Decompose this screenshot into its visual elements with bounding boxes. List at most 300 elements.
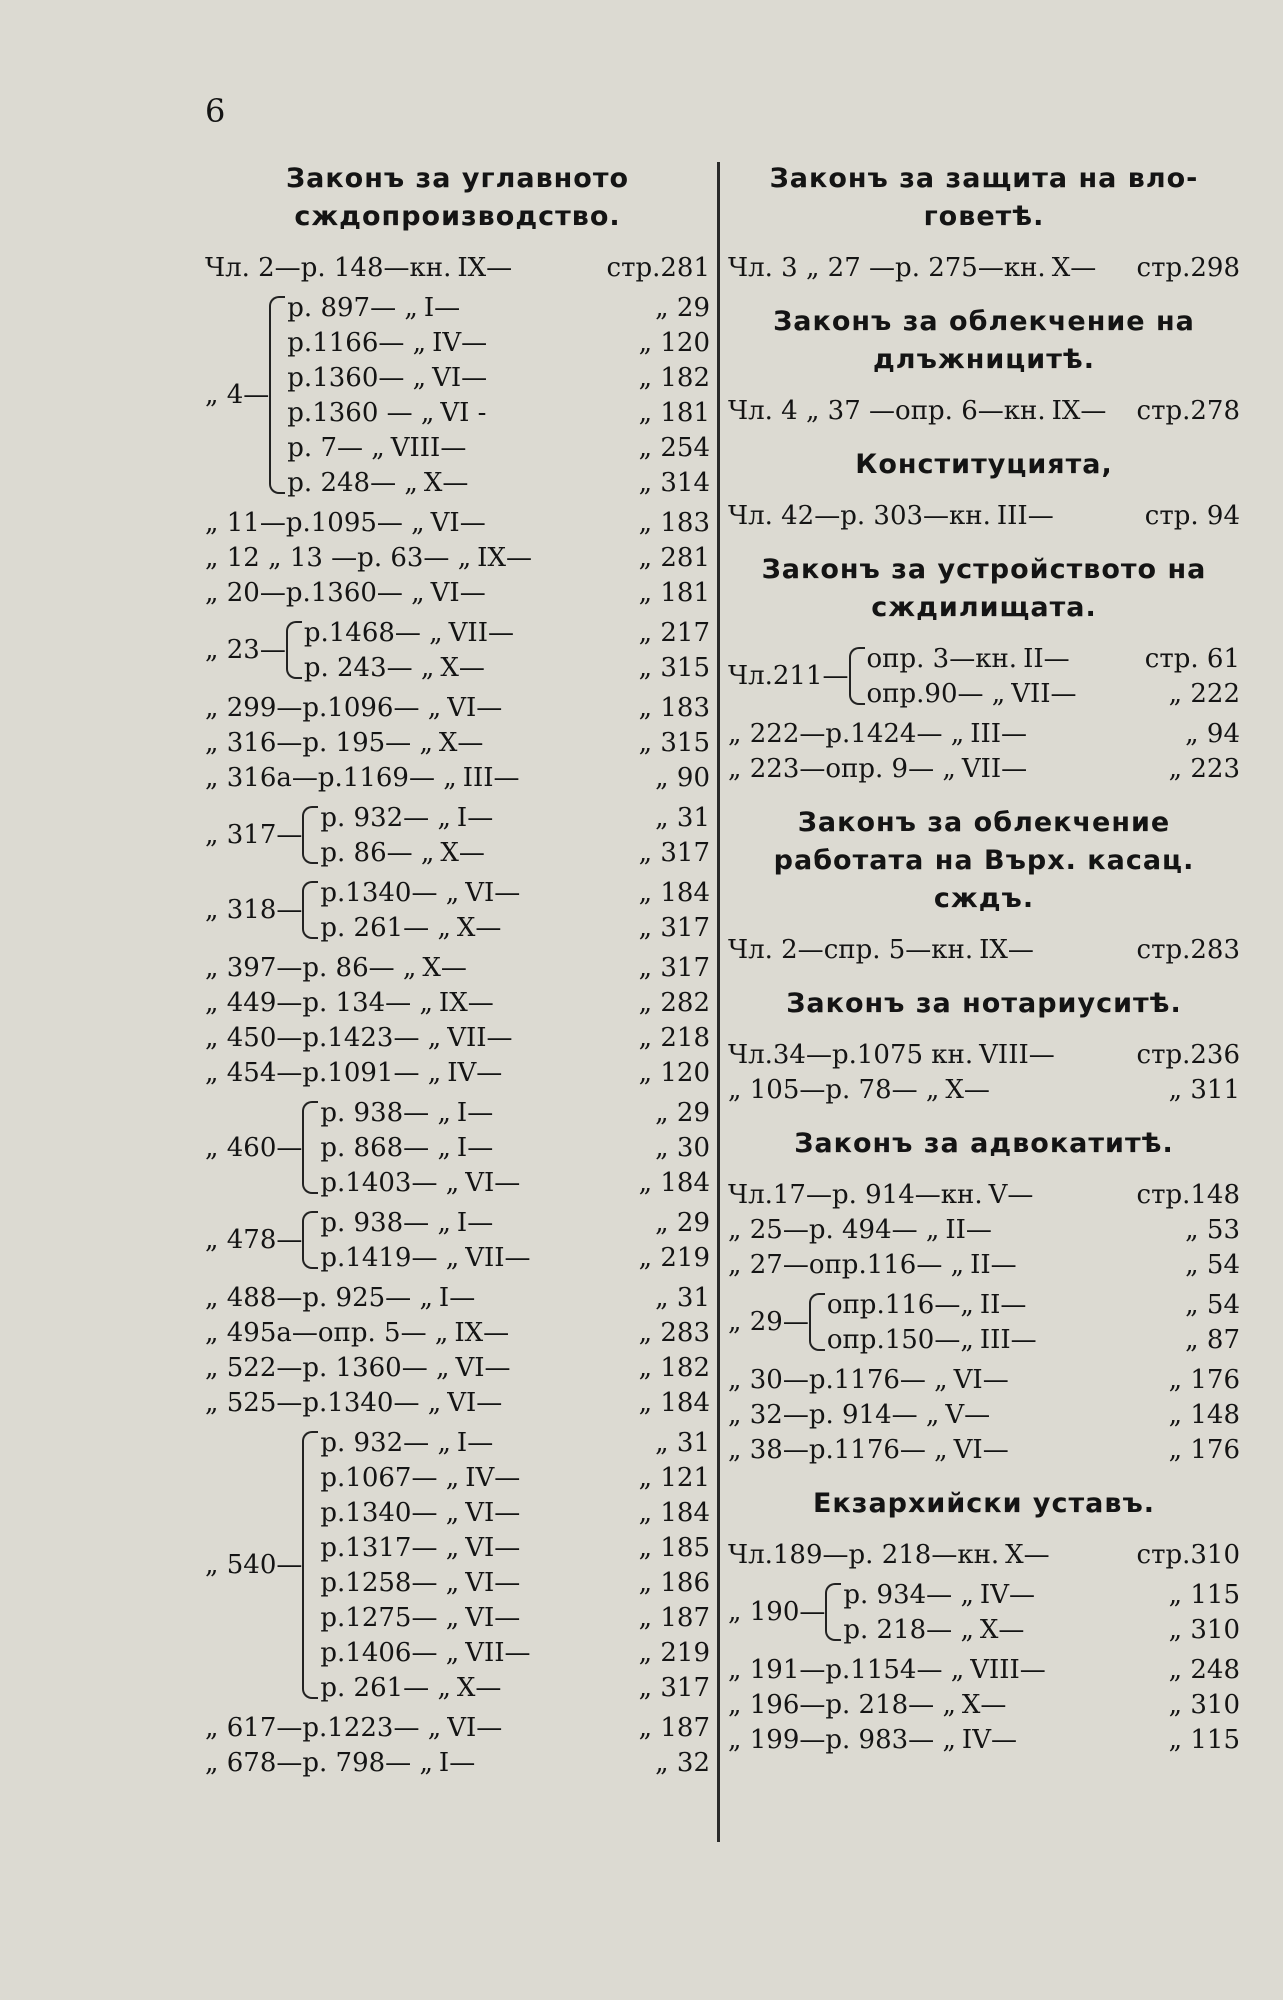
decision-ref: опр.150—„ bbox=[826, 1324, 974, 1355]
decision-ref: р. 868— „ bbox=[320, 1132, 451, 1163]
reference-row bbox=[320, 1635, 710, 1670]
page-ref: „ 183 bbox=[638, 692, 710, 723]
volume-ref: V— bbox=[988, 1179, 1034, 1210]
page-ref: „ 120 bbox=[638, 327, 710, 358]
page-ref: „ 29 bbox=[655, 1207, 710, 1238]
page-ref: „ 148 bbox=[1168, 1399, 1240, 1430]
decision-ref: р.1258— „ bbox=[320, 1567, 460, 1598]
decision-ref: р.1154— „ bbox=[825, 1654, 965, 1685]
page-ref: стр.310 bbox=[1136, 1539, 1240, 1570]
reference-row bbox=[867, 641, 1240, 676]
reference-row bbox=[304, 650, 710, 685]
volume-ref: X— bbox=[456, 1672, 502, 1703]
volume-ref: VI— bbox=[465, 877, 521, 908]
page-ref: „ 187 bbox=[638, 1712, 710, 1743]
volume-ref: IX— bbox=[477, 542, 532, 573]
volume-ref: III— bbox=[970, 718, 1027, 749]
article-number: „ 460— bbox=[205, 1132, 303, 1163]
reference-row bbox=[809, 1247, 1240, 1282]
page-ref: „ 315 bbox=[638, 652, 710, 683]
article-number: „ 525— bbox=[205, 1387, 303, 1418]
reference-row bbox=[827, 1287, 1240, 1322]
volume-ref: V— bbox=[945, 1399, 991, 1430]
decision-ref: опр. 3—кн. bbox=[866, 643, 1018, 674]
reference-row bbox=[895, 393, 1240, 428]
article-number: „ 196— bbox=[728, 1689, 826, 1720]
reference-row bbox=[320, 1130, 710, 1165]
index-entry bbox=[205, 875, 710, 945]
volume-ref: IX— bbox=[979, 934, 1034, 965]
volume-ref: IV— bbox=[432, 327, 488, 358]
article-number: Чл.34— bbox=[728, 1039, 832, 1070]
volume-ref: I— bbox=[456, 802, 494, 833]
index-entry bbox=[205, 1745, 710, 1780]
volume-ref: X— bbox=[440, 652, 485, 683]
index-entry bbox=[205, 575, 710, 610]
brace-mark bbox=[302, 881, 318, 939]
page-ref: „ 30 bbox=[655, 1132, 710, 1163]
index-entry bbox=[205, 690, 710, 725]
volume-ref: IV— bbox=[465, 1462, 521, 1493]
decision-ref: опр.116— „ bbox=[808, 1249, 965, 1280]
page-ref: „ 310 bbox=[1168, 1614, 1240, 1645]
reference-list bbox=[318, 1315, 710, 1350]
volume-ref: VI— bbox=[430, 507, 486, 538]
reference-row bbox=[287, 360, 710, 395]
index-entry bbox=[728, 751, 1240, 786]
law-section bbox=[728, 985, 1240, 1107]
volume-ref: II— bbox=[970, 1249, 1017, 1280]
volume-ref: X— bbox=[423, 467, 469, 498]
index-entry bbox=[205, 1710, 710, 1745]
reference-row bbox=[867, 676, 1240, 711]
reference-list bbox=[302, 1745, 710, 1780]
volume-ref: III— bbox=[996, 500, 1054, 531]
reference-list bbox=[843, 1577, 1240, 1647]
law-section bbox=[728, 1485, 1240, 1757]
decision-ref: опр. 9— „ bbox=[825, 753, 956, 784]
decision-ref: р. 1360— „ bbox=[302, 1352, 450, 1383]
section-heading: Законъ за нотариуситѣ. bbox=[786, 988, 1182, 1019]
reference-row bbox=[320, 1600, 710, 1635]
page-ref: „ 248 bbox=[1168, 1654, 1240, 1685]
page-ref: „ 219 bbox=[638, 1242, 710, 1273]
decision-ref: р. 932— „ bbox=[320, 802, 451, 833]
reference-row bbox=[286, 505, 710, 540]
decision-ref: р.1424— „ bbox=[825, 718, 965, 749]
page-ref: „ 29 bbox=[655, 1097, 710, 1128]
reference-list bbox=[320, 1205, 710, 1275]
volume-ref: VI— bbox=[953, 1364, 1009, 1395]
reference-list bbox=[824, 932, 1240, 967]
page-ref: „ 283 bbox=[638, 1317, 710, 1348]
entries-list bbox=[728, 393, 1240, 428]
page-number: 6 bbox=[205, 92, 226, 130]
reference-row bbox=[824, 932, 1240, 967]
law-section bbox=[728, 1125, 1240, 1467]
reference-row bbox=[825, 751, 1240, 786]
reference-row bbox=[895, 250, 1240, 285]
law-section bbox=[728, 551, 1240, 786]
reference-list bbox=[825, 1072, 1240, 1107]
article-number: „ 299— bbox=[205, 692, 303, 723]
volume-ref: VI— bbox=[447, 1712, 503, 1743]
decision-ref: р. 275—кн. bbox=[895, 252, 1046, 283]
volume-ref: VII— bbox=[447, 1022, 513, 1053]
article-number: „ 454— bbox=[205, 1057, 303, 1088]
brace-mark bbox=[269, 296, 285, 494]
brace-mark bbox=[302, 1101, 318, 1194]
article-number: „ 540— bbox=[205, 1550, 303, 1580]
entries-list bbox=[728, 932, 1240, 967]
reference-row bbox=[302, 1745, 710, 1780]
reference-list bbox=[302, 690, 710, 725]
article-number: „ 4— bbox=[205, 380, 270, 410]
page-ref: „ 176 bbox=[1168, 1434, 1240, 1465]
reference-list bbox=[287, 290, 710, 500]
volume-ref: IX— bbox=[1051, 395, 1107, 426]
index-entry bbox=[728, 1577, 1240, 1647]
brace-mark bbox=[825, 1583, 841, 1641]
page-ref: „ 311 bbox=[1168, 1074, 1240, 1105]
article-number: „ 12 „ 13 — bbox=[205, 542, 358, 573]
reference-list bbox=[302, 1385, 710, 1420]
brace-mark bbox=[849, 647, 865, 705]
decision-ref: р. 983— „ bbox=[825, 1724, 956, 1755]
law-section bbox=[728, 160, 1240, 285]
page-ref: стр. 94 bbox=[1144, 500, 1240, 531]
page-ref: „ 115 bbox=[1168, 1579, 1240, 1610]
reference-list bbox=[320, 1095, 710, 1200]
volume-ref: VI— bbox=[465, 1167, 521, 1198]
page-ref: „ 222 bbox=[1168, 678, 1240, 709]
decision-ref: р. 494— „ bbox=[808, 1214, 940, 1245]
decision-ref: р. 303—кн. bbox=[840, 500, 991, 531]
reference-row bbox=[302, 1280, 710, 1315]
page-ref: „ 314 bbox=[638, 467, 710, 498]
page-ref: „ 185 bbox=[638, 1532, 710, 1563]
reference-list bbox=[302, 1020, 710, 1055]
reference-list bbox=[867, 641, 1240, 711]
entries-list bbox=[205, 250, 710, 1780]
decision-ref: р.1176— „ bbox=[808, 1364, 948, 1395]
volume-ref: VI— bbox=[447, 1387, 503, 1418]
volume-ref: IX— bbox=[457, 252, 513, 283]
section-heading: Екзархийски уставъ. bbox=[812, 1488, 1155, 1519]
article-number: „ 27— bbox=[728, 1249, 809, 1280]
brace-mark bbox=[302, 1431, 318, 1699]
volume-ref: I— bbox=[438, 1747, 476, 1778]
decision-ref: р.1340— „ bbox=[320, 1497, 460, 1528]
index-entry bbox=[728, 1287, 1240, 1357]
volume-ref: X— bbox=[961, 1689, 1007, 1720]
decision-ref: р.1166— „ bbox=[287, 327, 427, 358]
volume-ref: VI— bbox=[447, 692, 503, 723]
page-ref: „ 53 bbox=[1185, 1214, 1240, 1245]
decision-ref: р.1360— „ bbox=[287, 362, 427, 393]
index-entry bbox=[205, 1020, 710, 1055]
volume-ref: VII— bbox=[448, 617, 514, 648]
volume-ref: IV— bbox=[447, 1057, 503, 1088]
decision-ref: р.1096— „ bbox=[302, 692, 442, 723]
reference-row bbox=[302, 725, 710, 760]
article-number: „ 105— bbox=[728, 1074, 826, 1105]
index-entry bbox=[205, 1055, 710, 1090]
reference-list bbox=[302, 1280, 710, 1315]
law-section bbox=[728, 303, 1240, 428]
law-section bbox=[728, 804, 1240, 967]
volume-ref: II— bbox=[1023, 643, 1070, 674]
index-entry bbox=[728, 1687, 1240, 1722]
article-number: Чл. 3 „ 27 — bbox=[728, 252, 896, 283]
page-ref: „ 94 bbox=[1185, 718, 1240, 749]
reference-row bbox=[320, 1205, 710, 1240]
volume-ref: VI - bbox=[440, 397, 487, 428]
reference-list bbox=[304, 615, 710, 685]
reference-list bbox=[827, 1287, 1240, 1357]
page-ref: „ 184 bbox=[638, 877, 710, 908]
decision-ref: р. 248— „ bbox=[287, 467, 418, 498]
brace-mark bbox=[302, 806, 318, 864]
decision-ref: р. 134— „ bbox=[302, 987, 433, 1018]
reference-list bbox=[825, 716, 1240, 751]
index-entry bbox=[728, 716, 1240, 751]
reference-list bbox=[832, 1037, 1240, 1072]
reference-row bbox=[825, 1072, 1240, 1107]
page-ref: „ 181 bbox=[638, 397, 710, 428]
reference-row bbox=[827, 1322, 1240, 1357]
reference-list bbox=[302, 1350, 710, 1385]
index-entry bbox=[728, 1432, 1240, 1467]
index-entry bbox=[728, 1072, 1240, 1107]
index-entry bbox=[205, 250, 710, 285]
index-entry bbox=[205, 725, 710, 760]
article-number: „ 678— bbox=[205, 1747, 303, 1778]
decision-ref: опр. 5— „ bbox=[317, 1317, 449, 1348]
page-ref: „ 54 bbox=[1185, 1289, 1240, 1320]
decision-ref: р. 195— „ bbox=[302, 727, 433, 758]
article-number: „ 495а— bbox=[205, 1317, 318, 1348]
page-ref: „ 186 bbox=[638, 1567, 710, 1598]
index-entry bbox=[728, 393, 1240, 428]
page-ref: стр.278 bbox=[1136, 395, 1240, 426]
page-ref: „ 315 bbox=[638, 727, 710, 758]
reference-list bbox=[302, 985, 710, 1020]
index-entry bbox=[205, 1205, 710, 1275]
volume-ref: VI— bbox=[465, 1532, 521, 1563]
volume-ref: X— bbox=[422, 952, 467, 983]
reference-row bbox=[287, 430, 710, 465]
index-entry bbox=[728, 1722, 1240, 1757]
decision-ref: р. 148—кн. bbox=[300, 252, 452, 283]
page-ref: „ 219 bbox=[638, 1637, 710, 1668]
volume-ref: X— bbox=[440, 837, 485, 868]
reference-list bbox=[809, 1397, 1240, 1432]
index-entry bbox=[728, 1037, 1240, 1072]
decision-ref: р. 218— „ bbox=[843, 1614, 974, 1645]
reference-list bbox=[809, 1362, 1240, 1397]
volume-ref: I— bbox=[456, 1207, 494, 1238]
index-entry bbox=[205, 1385, 710, 1420]
volume-ref: I— bbox=[423, 292, 461, 323]
volume-ref: VII— bbox=[465, 1637, 531, 1668]
reference-list bbox=[320, 800, 710, 870]
page-ref: стр.236 bbox=[1136, 1039, 1240, 1070]
article-number: „ 488— bbox=[205, 1282, 303, 1313]
reference-list bbox=[318, 760, 710, 795]
page-ref: „ 90 bbox=[655, 762, 710, 793]
volume-ref: IX— bbox=[454, 1317, 510, 1348]
article-number: „ 191— bbox=[728, 1654, 826, 1685]
section-heading: Законъ за устройството на сждилищата. bbox=[761, 554, 1207, 623]
article-number: „ 11— bbox=[205, 507, 286, 538]
decision-ref: р. 243— „ bbox=[303, 652, 435, 683]
page-ref: „ 317 bbox=[638, 837, 710, 868]
reference-list bbox=[825, 1687, 1240, 1722]
page-ref: „ 223 bbox=[1168, 753, 1240, 784]
reference-row bbox=[825, 1722, 1240, 1757]
reference-list bbox=[302, 1055, 710, 1090]
reference-list bbox=[825, 1722, 1240, 1757]
article-number: Чл.189— bbox=[728, 1539, 849, 1570]
volume-ref: IV— bbox=[979, 1579, 1035, 1610]
reference-row bbox=[302, 1385, 710, 1420]
column-divider bbox=[717, 162, 720, 1842]
reference-row bbox=[287, 395, 710, 430]
page-ref: „ 184 bbox=[638, 1497, 710, 1528]
decision-ref: р.1067— „ bbox=[320, 1462, 460, 1493]
reference-row bbox=[320, 1425, 710, 1460]
volume-ref: X— bbox=[438, 727, 484, 758]
article-number: „ 190— bbox=[728, 1597, 826, 1627]
page-ref: „ 317 bbox=[638, 912, 710, 943]
volume-ref: X— bbox=[1051, 252, 1097, 283]
page-ref: „ 310 bbox=[1168, 1689, 1240, 1720]
section-heading: Законъ за облекчение работата на Върх. касац. сждъ. bbox=[773, 807, 1195, 914]
page-ref: „ 182 bbox=[638, 1352, 710, 1383]
index-entry bbox=[205, 540, 710, 575]
index-entry bbox=[205, 760, 710, 795]
page-ref: „ 218 bbox=[638, 1022, 710, 1053]
decision-ref: опр.90— „ bbox=[866, 678, 1006, 709]
reference-list bbox=[320, 875, 710, 945]
section-heading: Конституцията, bbox=[855, 449, 1113, 480]
reference-row bbox=[832, 1037, 1240, 1072]
article-number: „ 29— bbox=[728, 1307, 809, 1337]
reference-row bbox=[287, 325, 710, 360]
volume-ref: III— bbox=[979, 1324, 1037, 1355]
volume-ref: X— bbox=[979, 1614, 1025, 1645]
decision-ref: р. 938— „ bbox=[320, 1097, 451, 1128]
decision-ref: р. 261— „ bbox=[320, 1672, 451, 1703]
decision-ref: р.1275— „ bbox=[320, 1602, 460, 1633]
reference-row bbox=[832, 1177, 1240, 1212]
volume-ref: VI— bbox=[455, 1352, 511, 1383]
article-number: Чл.211— bbox=[728, 661, 849, 691]
section-heading: Законъ за защита на вло- говетѣ. bbox=[769, 163, 1199, 232]
page-ref: „ 184 bbox=[638, 1167, 710, 1198]
reference-row bbox=[840, 498, 1240, 533]
volume-ref: VI— bbox=[465, 1602, 521, 1633]
decision-ref: р. 7— „ bbox=[287, 432, 385, 463]
decision-ref: р. 798— „ bbox=[302, 1747, 433, 1778]
decision-ref: р. 938— „ bbox=[320, 1207, 451, 1238]
volume-ref: III— bbox=[462, 762, 520, 793]
index-entry bbox=[728, 1362, 1240, 1397]
article-number: „ 522— bbox=[205, 1352, 303, 1383]
article-number: „ 397— bbox=[205, 952, 303, 983]
page-ref: „ 31 bbox=[655, 1282, 710, 1313]
volume-ref: VI— bbox=[465, 1497, 521, 1528]
decision-ref: р.1423— „ bbox=[302, 1022, 442, 1053]
article-number: Чл. 2— bbox=[728, 934, 824, 965]
volume-ref: I— bbox=[456, 1097, 494, 1128]
reference-row bbox=[287, 465, 710, 500]
page-ref: стр. 61 bbox=[1144, 643, 1240, 674]
reference-row bbox=[320, 875, 710, 910]
decision-ref: р. 934— „ bbox=[843, 1579, 974, 1610]
decision-ref: р. 261— „ bbox=[320, 912, 451, 943]
volume-ref: VII— bbox=[465, 1242, 531, 1273]
index-entry bbox=[728, 1537, 1240, 1572]
index-entry bbox=[728, 932, 1240, 967]
article-number: „ 38— bbox=[728, 1434, 809, 1465]
volume-ref: VIII— bbox=[970, 1654, 1046, 1685]
page-ref: „ 120 bbox=[638, 1057, 710, 1088]
index-entry bbox=[728, 1397, 1240, 1432]
article-number: „ 478— bbox=[205, 1225, 303, 1255]
index-entry bbox=[205, 1425, 710, 1705]
reference-list bbox=[301, 250, 710, 285]
index-entry bbox=[205, 615, 710, 685]
brace-mark bbox=[286, 621, 302, 679]
reference-row bbox=[320, 835, 710, 870]
reference-row bbox=[320, 800, 710, 835]
reference-list bbox=[357, 540, 710, 575]
volume-ref: I— bbox=[456, 1427, 494, 1458]
volume-ref: I— bbox=[456, 1132, 494, 1163]
article-number: „ 30— bbox=[728, 1364, 809, 1395]
index-entry bbox=[205, 1095, 710, 1200]
index-entry bbox=[728, 250, 1240, 285]
index-entry bbox=[205, 505, 710, 540]
page-ref: „ 217 bbox=[638, 617, 710, 648]
entries-list bbox=[728, 1177, 1240, 1467]
article-number: „ 316а— bbox=[205, 762, 318, 793]
reference-row bbox=[320, 1460, 710, 1495]
decision-ref: р.1176— „ bbox=[808, 1434, 948, 1465]
reference-list bbox=[825, 1652, 1240, 1687]
page-ref: „ 317 bbox=[638, 1672, 710, 1703]
index-entry bbox=[728, 1247, 1240, 1282]
reference-row bbox=[809, 1212, 1240, 1247]
left-column bbox=[205, 160, 710, 1780]
index-entry bbox=[205, 1350, 710, 1385]
reference-row bbox=[318, 1315, 710, 1350]
decision-ref: р. 897— „ bbox=[287, 292, 418, 323]
decision-ref: р. 914— „ bbox=[808, 1399, 940, 1430]
reference-list bbox=[302, 950, 710, 985]
reference-row bbox=[825, 1687, 1240, 1722]
decision-ref: р.1360— „ bbox=[285, 577, 425, 608]
article-number: „ 318— bbox=[205, 895, 303, 925]
decision-ref: р. 86— „ bbox=[320, 837, 435, 868]
reference-list bbox=[809, 1212, 1240, 1247]
decision-ref: р. 914—кн. bbox=[831, 1179, 983, 1210]
page-ref: „ 282 bbox=[638, 987, 710, 1018]
reference-row bbox=[849, 1537, 1240, 1572]
decision-ref: р. 925— „ bbox=[302, 1282, 433, 1313]
